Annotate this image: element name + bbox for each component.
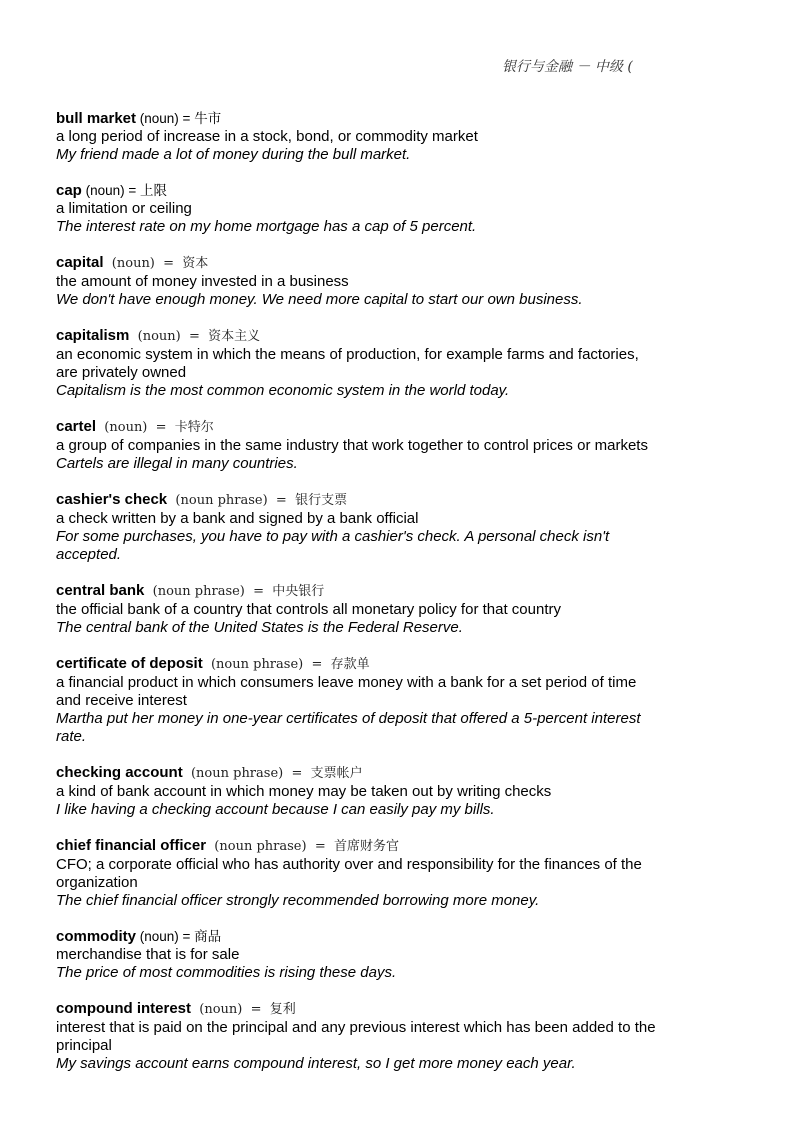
entry-pos-translation: (noun) = 卡特尔 — [96, 420, 214, 435]
entry-pos-translation: (noun phrase) = 首席财务官 — [206, 839, 399, 854]
entry-definition: merchandise that is for sale — [56, 946, 240, 963]
entry-definition: the official bank of a country that controls all monetary policy for that country — [56, 601, 561, 618]
entry-term: cashier's check — [56, 491, 168, 508]
entry-definition: a kind of bank account in which money may be taken out by writing checks — [56, 783, 552, 800]
entry-example: My savings account earns compound interest, so I get more money each year. — [56, 1055, 576, 1072]
entry-term: central bank — [56, 582, 145, 599]
entry-headline — [56, 327, 656, 346]
entry-example: My friend made a lot of money during the bull market. — [56, 146, 411, 163]
entry-term: capitalism — [56, 327, 130, 344]
entry-headline — [56, 837, 656, 856]
entry-term: commodity — [56, 928, 137, 945]
glossary-entry-cap — [56, 182, 656, 236]
entry-definition: a limitation or ceiling — [56, 200, 192, 217]
entry-term: cap — [56, 182, 82, 199]
entry-pos-translation: (noun) = 资本 — [103, 256, 209, 271]
entry-definition: the amount of money invested in a business — [56, 273, 349, 290]
entry-example: Cartels are illegal in many countries. — [56, 455, 298, 472]
glossary-entry-capital — [56, 254, 656, 309]
entry-term: capital — [56, 254, 104, 271]
entry-headline — [56, 655, 656, 674]
entry-pos-translation: (noun phrase) = 中央银行 — [144, 584, 325, 599]
entry-term: bull market — [56, 110, 137, 127]
entry-headline — [56, 491, 656, 510]
entry-example: The central bank of the United States is the Federal Reserve. — [56, 619, 463, 636]
entry-example: The interest rate on my home mortgage has a cap of 5 percent. — [56, 218, 477, 235]
entry-pos-translation: (noun) = 牛市 — [136, 111, 222, 126]
entry-example: I like having a checking account because I can easily pay my bills. — [56, 801, 495, 818]
entry-headline — [56, 254, 656, 273]
entry-pos-translation: (noun) = 资本主义 — [129, 329, 261, 344]
entry-example: The chief financial officer strongly recommended borrowing more money. — [56, 892, 540, 909]
entry-example: The price of most commodities is rising these days. — [56, 964, 397, 981]
page-header — [502, 56, 633, 76]
entry-headline — [56, 928, 656, 946]
entry-headline — [56, 110, 656, 128]
entry-term: cartel — [56, 418, 97, 435]
entry-term: certificate of deposit — [56, 655, 203, 672]
entry-definition: interest that is paid on the principal and any previous interest which has been added to the principal — [56, 1019, 656, 1054]
entry-pos-translation: (noun) = 上限 — [81, 183, 168, 198]
entry-headline — [56, 418, 656, 437]
entry-headline — [56, 764, 656, 783]
glossary-entry-central-bank — [56, 582, 656, 637]
entry-definition: an economic system in which the means of production, for example farms and factories, are privately owned — [56, 346, 639, 381]
entry-pos-translation: (noun phrase) = 支票帐户 — [182, 766, 363, 781]
glossary-entry-cartel — [56, 418, 656, 473]
entry-pos-translation: (noun) = 商品 — [136, 929, 222, 944]
glossary-list — [56, 110, 656, 1091]
glossary-entry-certificate-of-deposit — [56, 655, 656, 746]
entry-example: We don't have enough money. We need more capital to start our own business. — [56, 291, 583, 308]
glossary-entry-capitalism — [56, 327, 656, 400]
header-title: 银行与金融 － 中级 ( — [502, 59, 633, 75]
glossary-entry-commodity — [56, 928, 656, 982]
entry-pos-translation: (noun phrase) = 存款单 — [202, 657, 370, 672]
entry-definition: a long period of increase in a stock, bond, or commodity market — [56, 128, 478, 145]
entry-example: Martha put her money in one-year certificates of deposit that offered a 5-percent interest rate. — [56, 710, 641, 745]
entry-headline — [56, 582, 656, 601]
entry-pos-translation: (noun) = 复利 — [191, 1002, 296, 1017]
entry-headline — [56, 1000, 656, 1019]
entry-example: Capitalism is the most common economic system in the world today. — [56, 382, 510, 399]
entry-term: chief financial officer — [56, 837, 207, 854]
entry-definition: CFO; a corporate official who has authority over and responsibility for the finances of the organization — [56, 856, 642, 891]
glossary-entry-checking-account — [56, 764, 656, 819]
entry-term: checking account — [56, 764, 183, 781]
glossary-entry-chief-financial-officer — [56, 837, 656, 910]
entry-headline — [56, 182, 656, 200]
glossary-entry-bull-market — [56, 110, 656, 164]
entry-pos-translation: (noun phrase) = 银行支票 — [167, 493, 348, 508]
glossary-entry-compound-interest — [56, 1000, 656, 1073]
entry-definition: a financial product in which consumers leave money with a bank for a set period of time and receive interest — [56, 674, 637, 709]
entry-definition: a check written by a bank and signed by a bank official — [56, 510, 419, 527]
glossary-entry-cashiers-check — [56, 491, 656, 564]
entry-term: compound interest — [56, 1000, 192, 1017]
entry-definition: a group of companies in the same industry that work together to control prices or markets — [56, 437, 648, 454]
entry-example: For some purchases, you have to pay with a cashier's check. A personal check isn't accepted. — [56, 528, 610, 563]
